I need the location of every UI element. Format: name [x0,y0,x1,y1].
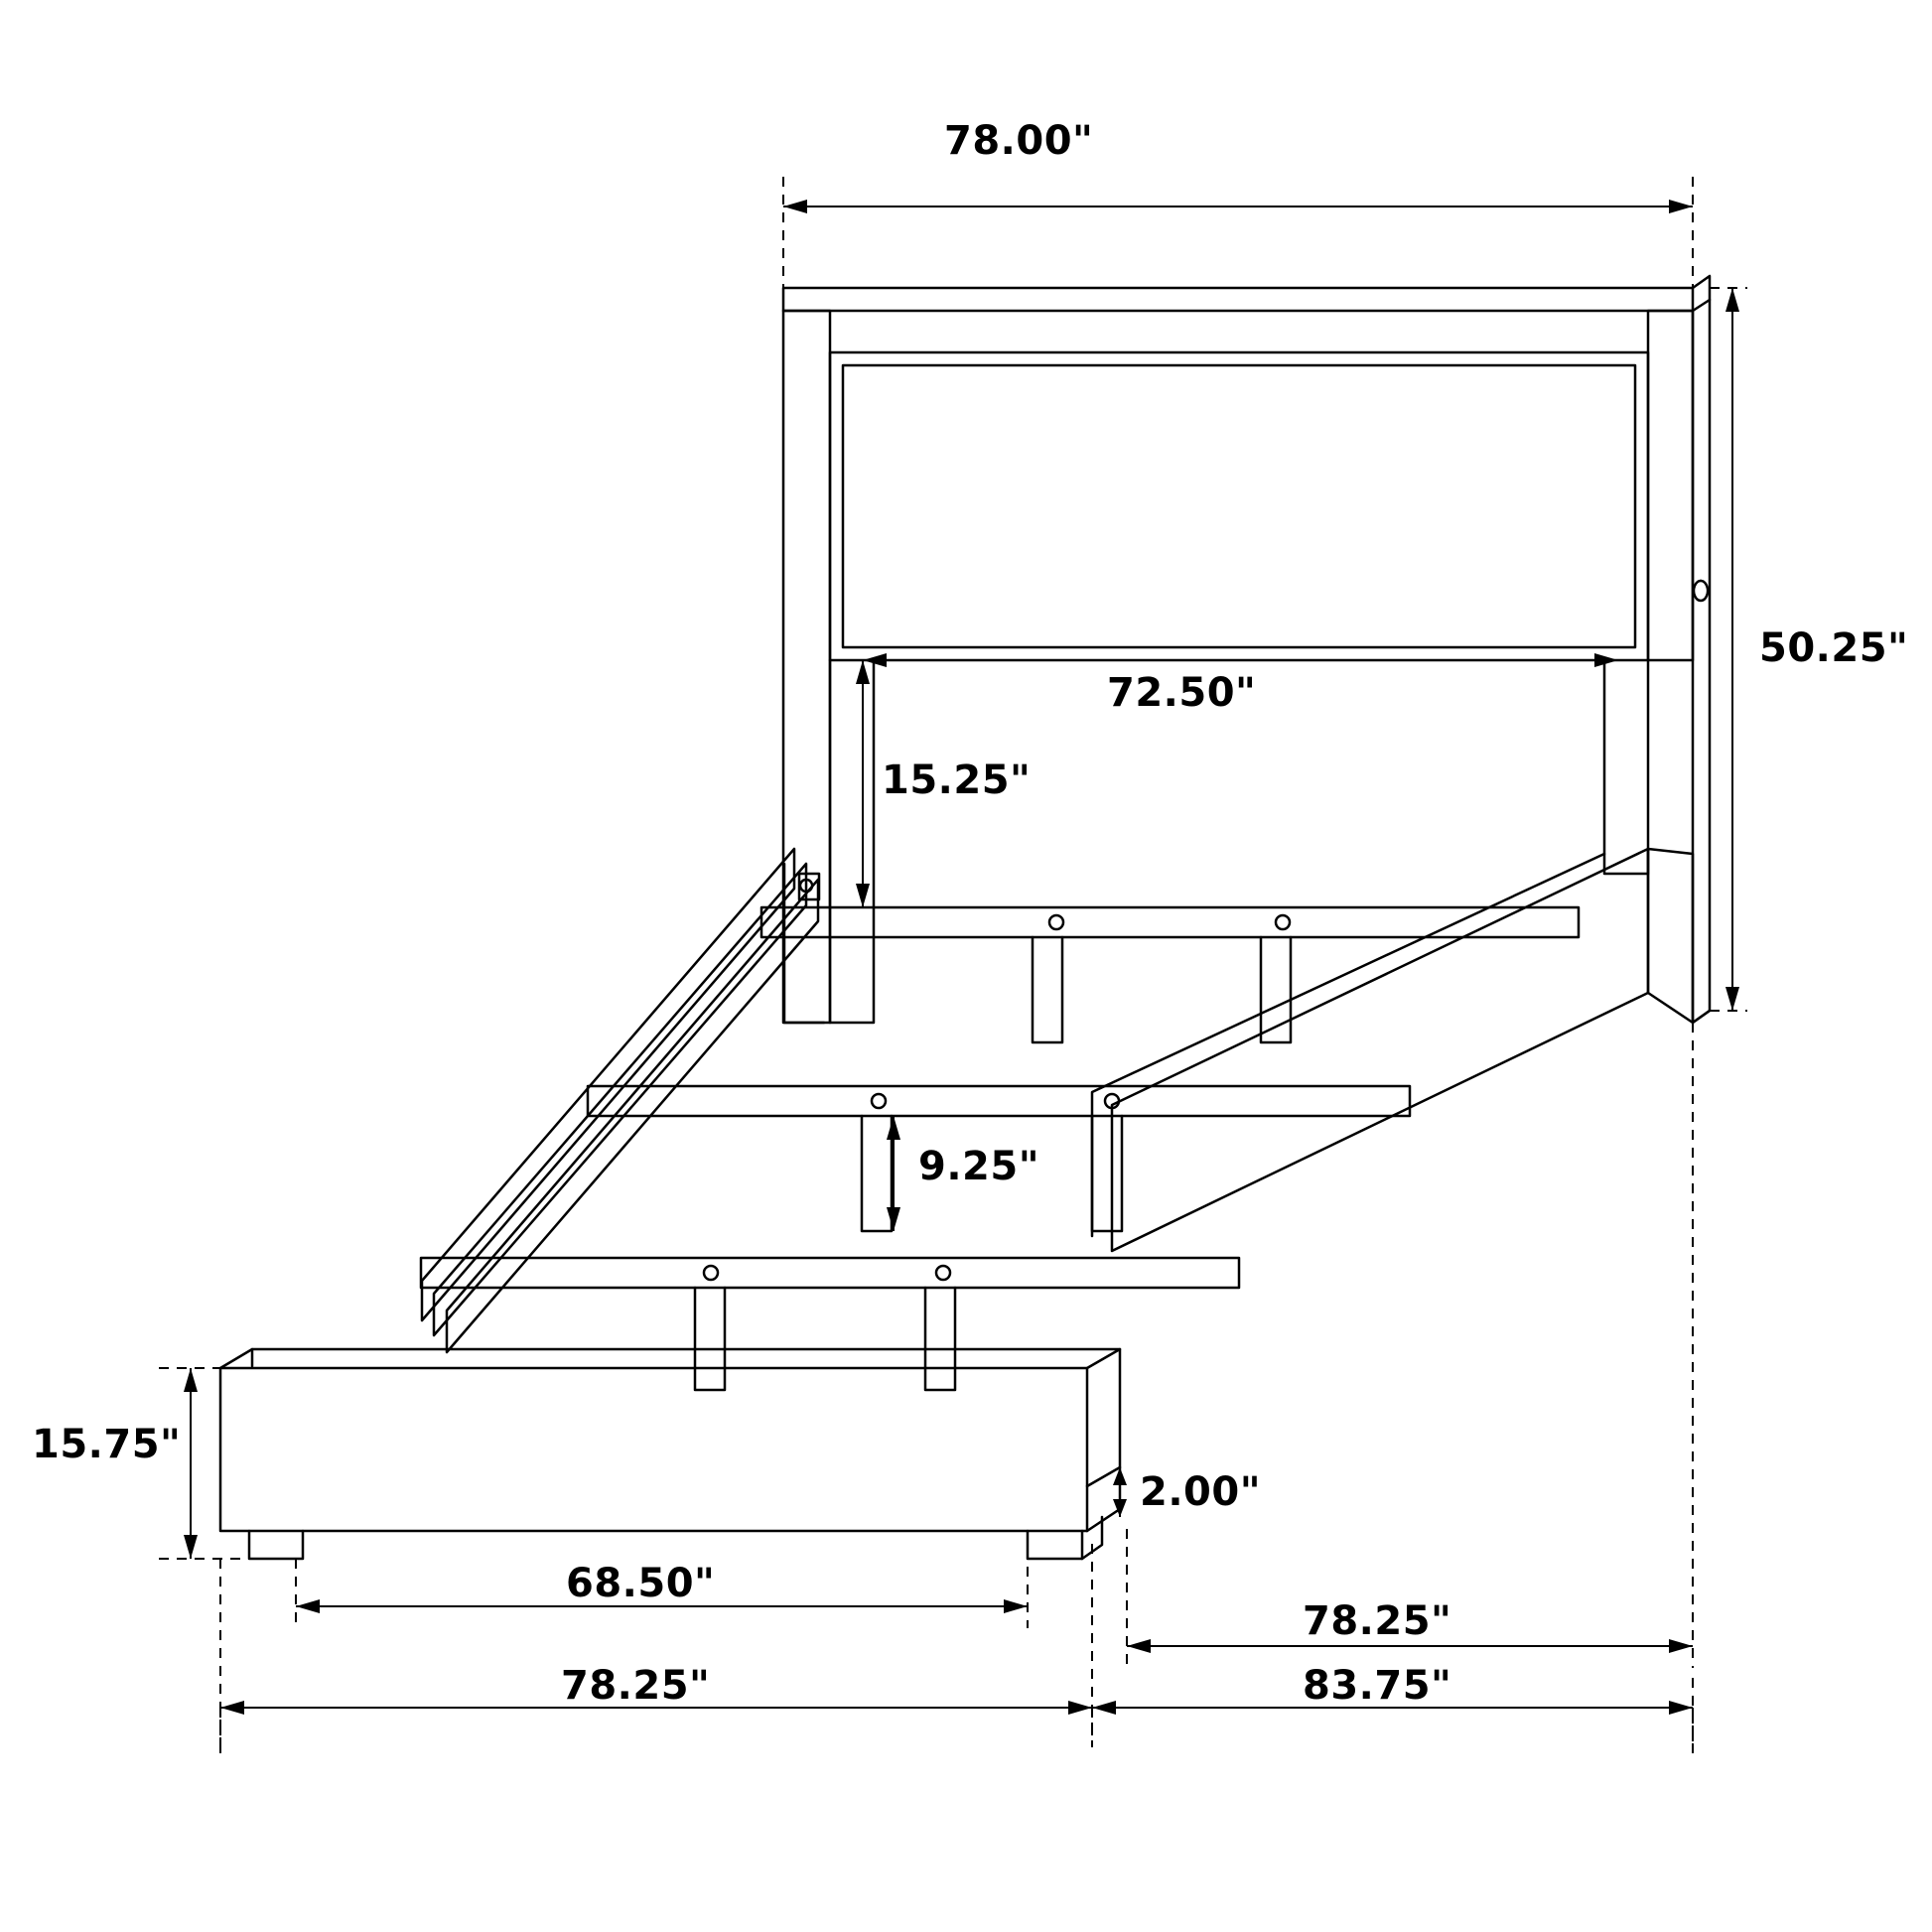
arrow-5025-top [1725,288,1739,312]
headboard-top-cap [783,288,1693,311]
headboard-side-hardware [1694,581,1708,601]
arrow-6850-left [296,1599,320,1613]
left-side-rail-mid [434,864,806,1335]
dim-label-headboard-panel-width: 72.50" [1107,670,1257,716]
left-rail-bracket [799,874,819,899]
dim-label-footboard-height: 15.75" [32,1422,182,1467]
slat-rail-3-bolt-left [704,1266,718,1280]
slat-rail-2-leg-left [862,1116,892,1231]
headboard-panel [830,352,1648,660]
dim-label-interior-width: 68.50" [566,1561,716,1606]
arrow-7825r-left [1127,1639,1151,1653]
footboard-front-face [220,1368,1087,1531]
headboard-left-leg [830,660,874,1023]
right-side-rail-inner [1092,854,1604,1236]
headboard-right-side-face [1693,300,1710,1023]
arrow-7825b-left [220,1701,244,1715]
arrow-1575-bottom [184,1535,198,1559]
slat-rail-2-bolt-left [872,1094,886,1108]
arrow-78-right [1669,200,1693,213]
dim-label-headboard-height: 50.25" [1759,625,1909,671]
dim-label-deck-to-panel-height: 15.25" [882,758,1032,803]
dim-label-overall-length: 83.75" [1303,1663,1452,1709]
foot-right [1028,1531,1082,1559]
left-side-rail-top [422,849,794,1320]
arrow-1525-top [856,660,870,684]
slat-rail-3 [421,1258,1239,1288]
arrow-7825b-right [1068,1701,1092,1715]
arrow-1575-top [184,1368,198,1392]
arrow-7825r-right [1669,1639,1693,1653]
arrow-925-bottom [887,1207,900,1231]
right-rail-head-end [1648,849,1693,1023]
dim-label-side-length-right: 78.25" [1303,1598,1452,1644]
arrow-8375-right [1669,1701,1693,1715]
right-side-rail-outer [1112,849,1648,1251]
headboard-right-post [1648,311,1693,660]
arrow-5025-bottom [1725,987,1739,1011]
arrow-7250-right [1594,653,1618,667]
arrow-78-left [783,200,807,213]
headboard-top-cap-side [1693,276,1710,311]
slat-rail-1-bolt-right [1276,915,1290,929]
arrow-6850-right [1004,1599,1028,1613]
arrow-925-top [887,1116,900,1140]
slat-rail-2 [588,1086,1410,1116]
headboard-left-post [783,311,830,1023]
dim-label-overall-width-top: 78.00" [944,118,1094,164]
arrow-200-bottom [1113,1499,1127,1517]
slat-rail-3-leg-left [695,1288,725,1390]
foot-left [249,1531,303,1559]
dim-label-overall-width-bottom: 78.25" [561,1663,711,1709]
headboard-right-leg [1604,660,1648,874]
headboard-panel-inner [843,365,1635,647]
footboard-top-edge [220,1349,1120,1368]
arrow-1525-bottom [856,884,870,907]
headboard-right-side-bottom [1693,1011,1710,1023]
slat-rail-3-leg-right [925,1288,955,1390]
slat-rail-3-bolt-right [936,1266,950,1280]
slat-rail-1-leg-left [1033,937,1062,1042]
dim-label-slat-clearance: 9.25" [918,1144,1040,1189]
slat-rail-1-bolt-left [1049,915,1063,929]
arrow-8375-left [1092,1701,1116,1715]
dimension-lines [159,177,1747,1755]
dim-label-foot-rail-thickness: 2.00" [1140,1469,1262,1515]
slat-rail-2-leg-right [1092,1116,1122,1231]
